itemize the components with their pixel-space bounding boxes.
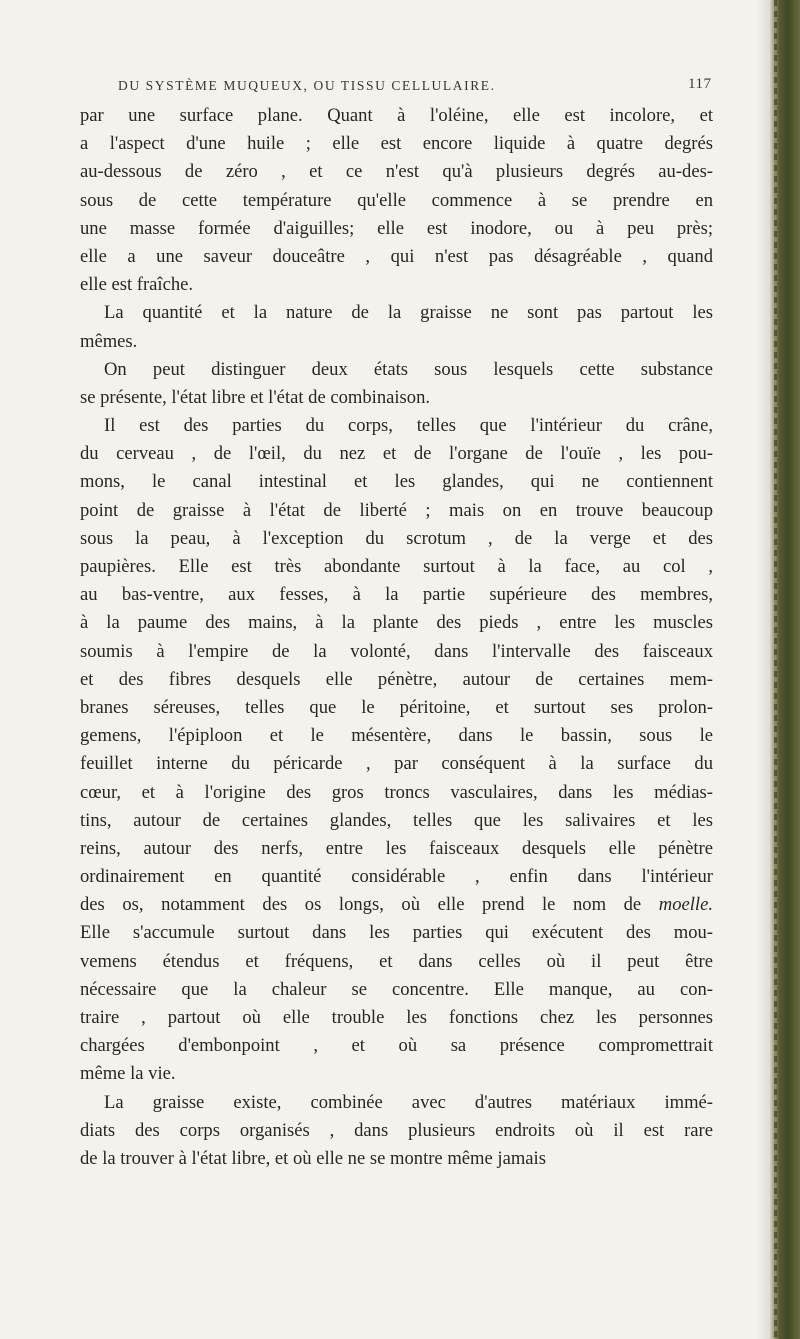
book-edge-strip <box>770 0 800 1339</box>
text-line: nécessaire que la chaleur se concentre. Elle manque, au con- <box>80 978 713 1000</box>
text-line: et des fibres desquels elle pénètre, autour de certaines mem- <box>80 668 713 690</box>
text-line: se présente, l'état libre et l'état de combinaison. <box>80 386 431 408</box>
text-line: chargées d'embonpoint , et où sa présence compromettrait <box>80 1035 713 1057</box>
text-line: au bas-ventre, aux fesses, à la partie supérieure des membres, <box>80 584 713 606</box>
text-line: au-dessous de zéro , et ce n'est qu'à plusieurs degrés au-des- <box>80 161 713 183</box>
text-line: mons, le canal intestinal et les glandes, qui ne contiennent <box>80 471 713 493</box>
text-line: traire , partout où elle trouble les fonctions chez les personnes <box>80 1007 713 1028</box>
text-line: du cerveau , de l'œil, du nez et de l'organe de l'ouïe , les pou- <box>80 443 713 465</box>
text-line: par une surface plane. Quant à l'oléine, elle est incolore, et <box>80 105 713 126</box>
text-line: a l'aspect d'une huile ; elle est encore liquide à quatre degrés <box>80 133 713 155</box>
text-line: paupières. Elle est très abondante surtout à la face, au col , <box>80 556 713 577</box>
text-line: elle est fraîche. <box>80 274 194 296</box>
text-line: La graisse existe, combinée avec d'autres matériaux immé- <box>104 1091 713 1113</box>
text-line: tins, autour de certaines glandes, telles que les salivaires et les <box>80 809 713 831</box>
text-line: même la vie. <box>80 1063 176 1085</box>
body-text <box>80 102 713 1173</box>
text-line: point de graisse à l'état de liberté ; mais on en trouve beaucoup <box>80 499 713 521</box>
text-line: sous de cette température qu'elle commence à se prendre en <box>80 189 713 211</box>
running-head <box>118 78 718 94</box>
text-line: reins, autour des nerfs, entre les faisceaux desquels elle pénètre <box>80 837 713 859</box>
text-line: gemens, l'épiploon et le mésentère, dans le bassin, sous le <box>80 725 713 747</box>
text-line: de la trouver à l'état libre, et où elle ne se montre même jamais <box>80 1147 546 1169</box>
text-line: des os, notamment des os longs, où elle prend le nom de moelle. <box>80 894 713 916</box>
text-line: La quantité et la nature de la graisse ne sont pas partout les <box>104 302 713 324</box>
text-line: feuillet interne du péricarde , par conséquent à la surface du <box>80 753 713 775</box>
text-line: Il est des parties du corps, telles que l'intérieur du crâne, <box>104 415 713 437</box>
text-line: Elle s'accumule surtout dans les parties qui exécutent des mou- <box>80 922 713 944</box>
text-line: une masse formée d'aiguilles; elle est inodore, ou à peu près; <box>80 217 713 239</box>
page-number: 117 <box>688 76 712 92</box>
text-line: à la paume des mains, à la plante des pieds , entre les muscles <box>80 612 713 634</box>
text-line: mêmes. <box>80 330 138 352</box>
text-line: On peut distinguer deux états sous lesquels cette substance <box>104 358 713 380</box>
text-line: diats des corps organisés , dans plusieurs endroits où il est rare <box>80 1119 713 1141</box>
text-line: soumis à l'empire de la volonté, dans l'intervalle des faisceaux <box>80 640 713 662</box>
binding-shadow <box>756 0 770 1339</box>
text-line: cœur, et à l'origine des gros troncs vasculaires, dans les médias- <box>80 781 713 803</box>
text-line: elle a une saveur douceâtre , qui n'est pas désagréable , quand <box>80 245 713 267</box>
text-line: branes séreuses, telles que le péritoine, et surtout ses prolon- <box>80 696 713 718</box>
text-line: sous la peau, à l'exception du scrotum , de la verge et des <box>80 527 713 549</box>
running-head-title: DU SYSTÈME MUQUEUX, OU TISSU CELLULAIRE. <box>118 78 496 93</box>
text-line: vemens étendus et fréquens, et dans celles où il peut être <box>80 950 713 972</box>
text-line: ordinairement en quantité considérable , enfin dans l'intérieur <box>80 866 713 888</box>
italic-term: moelle. <box>658 894 713 916</box>
